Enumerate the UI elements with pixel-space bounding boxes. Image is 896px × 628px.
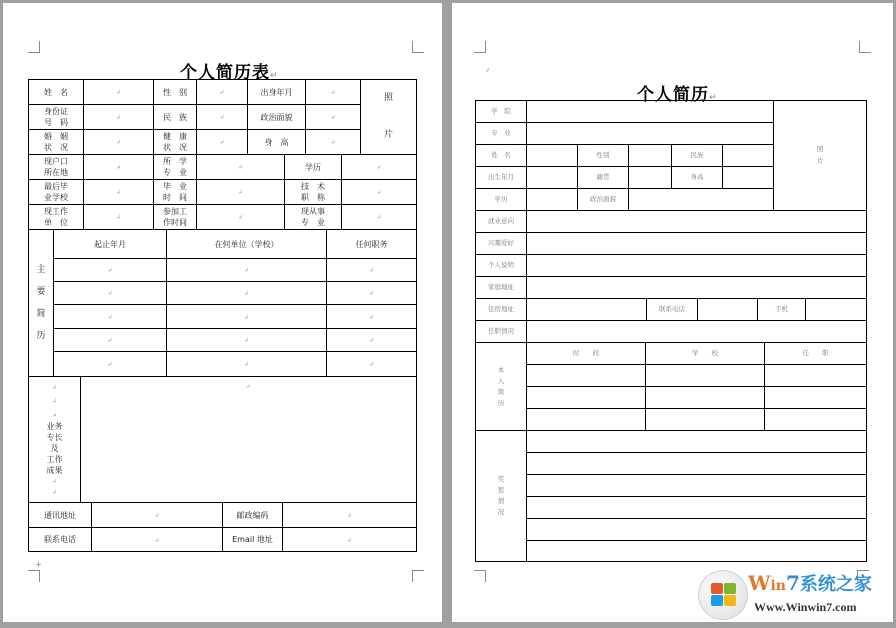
cell-mark: ↲ <box>219 139 225 146</box>
label-name: 姓 名 <box>476 145 527 167</box>
history-table <box>28 229 417 377</box>
label-line: 现户口 <box>44 157 68 166</box>
history-row <box>29 259 417 282</box>
crop-mark-top-right <box>412 41 424 53</box>
photo-cell[interactable] <box>774 101 867 211</box>
cell-mark: ↲ <box>219 114 225 121</box>
label-line: 健 康 <box>163 132 187 141</box>
field-height[interactable] <box>723 167 774 189</box>
label-education: 学历 <box>476 189 527 211</box>
field-email[interactable] <box>283 528 417 552</box>
label-line: 工作 <box>46 454 63 464</box>
cell-mark: ↲ <box>237 214 244 221</box>
cell-mark: ↲ <box>107 337 113 344</box>
field-positions[interactable] <box>527 321 867 343</box>
label-line: 现工作 <box>44 207 68 216</box>
field-health[interactable] <box>197 130 248 155</box>
side-char: 本 <box>497 365 505 374</box>
label-line: 作时间 <box>163 218 187 227</box>
history-period-cell[interactable] <box>54 259 167 282</box>
label-home-address: 家庭地址 <box>476 277 527 299</box>
awards-row-field[interactable] <box>527 541 867 562</box>
side-char: 简 <box>497 387 505 396</box>
awards-row-field[interactable] <box>527 453 867 475</box>
label-major <box>154 155 197 180</box>
label-current-field <box>285 205 342 230</box>
history-org-cell[interactable] <box>167 329 327 352</box>
brand-7: 7 <box>785 571 800 595</box>
field-birth[interactable] <box>527 167 578 189</box>
label-college: 学 院 <box>476 101 527 123</box>
field-home-address[interactable] <box>527 277 867 299</box>
history-header-role: 任何职务 <box>327 230 417 259</box>
side-char: 主 <box>36 264 46 275</box>
residence-table <box>475 298 867 343</box>
document-page-2 <box>452 3 893 622</box>
field-title[interactable] <box>342 180 417 205</box>
label-line: 状 况 <box>163 143 187 152</box>
field-birth[interactable] <box>306 80 361 105</box>
label-gender: 性别 <box>578 145 629 167</box>
field-grad-time[interactable] <box>197 180 285 205</box>
history-role-cell[interactable] <box>327 329 417 352</box>
cell-mark: ↲ <box>51 411 58 419</box>
field-political[interactable] <box>306 105 361 130</box>
cell-mark: ↲ <box>115 114 122 121</box>
awards-side-label <box>476 431 527 562</box>
label-line: 业学校 <box>44 193 68 202</box>
contact-table <box>28 502 417 552</box>
field-gender[interactable] <box>197 80 248 105</box>
side-char: 人 <box>497 376 505 385</box>
field-mail-address[interactable] <box>92 503 223 528</box>
label-degree: 学历 <box>285 155 342 180</box>
photo-label-bottom: 片 <box>816 157 824 165</box>
history-time-cell[interactable] <box>527 387 646 409</box>
label-line: 时 间 <box>163 193 187 202</box>
cell-mark: ↲ <box>115 164 122 171</box>
field-career[interactable] <box>527 211 867 233</box>
label-line: 毕 业 <box>163 182 187 191</box>
label-line: 单 位 <box>44 218 68 227</box>
field-marital[interactable] <box>84 130 154 155</box>
field-name[interactable] <box>84 80 154 105</box>
watermark-brand <box>748 570 872 596</box>
achievements-label <box>29 377 81 503</box>
field-major[interactable] <box>527 123 774 145</box>
label-line: 所 学 <box>163 157 187 166</box>
history-org-cell[interactable] <box>167 305 327 329</box>
photo-cell[interactable] <box>361 80 417 155</box>
history-period-cell[interactable] <box>54 329 167 352</box>
crop-mark-top-left <box>474 41 486 53</box>
cell-mark: ↲ <box>237 189 244 196</box>
history-role-cell[interactable] <box>765 365 867 387</box>
field-ethnicity[interactable] <box>197 105 248 130</box>
cell-mark: ↲ <box>243 337 250 344</box>
cell-mark: ↲ <box>107 313 113 321</box>
cell-mark: ↲ <box>243 290 250 297</box>
resume-table <box>475 100 867 299</box>
history-time-cell[interactable] <box>527 409 646 431</box>
history-header-period: 起止年月 <box>54 230 167 259</box>
label-work-start <box>154 205 197 230</box>
watermark-logo <box>698 568 890 624</box>
field-residence[interactable] <box>527 299 647 321</box>
history-row <box>29 282 417 305</box>
side-char: 况 <box>497 508 505 516</box>
label-marital <box>29 130 84 155</box>
field-gender[interactable] <box>629 145 672 167</box>
label-line: 专 业 <box>301 218 325 227</box>
label-line: 成果 <box>46 465 63 475</box>
side-char: 历 <box>36 330 46 341</box>
title-text: 个人简历表 <box>180 63 270 83</box>
achievements-field[interactable] <box>81 377 417 503</box>
history-row <box>476 387 867 409</box>
label-line: 婚 姻 <box>44 132 68 141</box>
cell-mark: ↲ <box>368 290 375 297</box>
field-name[interactable] <box>527 145 578 167</box>
cell-mark: ↲ <box>243 313 250 321</box>
field-current-field[interactable] <box>342 205 417 230</box>
field-work-start[interactable] <box>197 205 285 230</box>
end-mark: + <box>35 560 42 569</box>
label-gender: 性 别 <box>154 80 197 105</box>
awards-row-field[interactable] <box>527 519 867 541</box>
document-page-1 <box>3 3 442 622</box>
field-political[interactable] <box>629 189 774 211</box>
label-line: 最后毕 <box>44 182 68 191</box>
cell-mark: ↲ <box>485 67 491 74</box>
history-school-cell[interactable] <box>646 409 765 431</box>
label-mail-address: 通讯地址 <box>29 503 92 528</box>
label-ethnicity: 民 族 <box>154 105 197 130</box>
field-id-number[interactable] <box>84 105 154 130</box>
label-line: 身份证 <box>44 107 68 116</box>
history-row <box>29 352 417 377</box>
cell-mark: ↲ <box>107 290 113 297</box>
awards-row-field[interactable] <box>527 475 867 497</box>
side-char: 奖 <box>497 475 505 483</box>
field-degree[interactable] <box>342 155 417 180</box>
cell-mark: ↲ <box>115 139 122 146</box>
paragraph-mark: ↵ <box>709 93 718 103</box>
cell-mark: ↲ <box>115 89 122 96</box>
label-line: 业务 <box>46 421 63 431</box>
label-line: 现从事 <box>301 207 325 216</box>
history-period-cell[interactable] <box>54 352 167 377</box>
label-birth: 出身年月 <box>248 80 306 105</box>
field-school[interactable] <box>84 180 154 205</box>
basic-info-table <box>28 79 417 155</box>
history-org-cell[interactable] <box>167 352 327 377</box>
history-role-cell[interactable] <box>327 282 417 305</box>
label-phone: 联系电话 <box>29 528 92 552</box>
cell-mark: ↲ <box>154 512 160 519</box>
cell-mark: ↲ <box>368 267 375 274</box>
label-hobbies: 兴趣爱好 <box>476 233 527 255</box>
cell-mark: ↲ <box>368 337 375 344</box>
field-ethnicity[interactable] <box>723 145 774 167</box>
brand-in: in <box>770 578 786 594</box>
history-role-cell[interactable] <box>327 305 417 329</box>
side-char: 历 <box>497 398 505 407</box>
side-char: 简 <box>36 308 46 319</box>
label-line: 专 业 <box>163 168 187 177</box>
label-email: Email 地址 <box>223 528 283 552</box>
field-hometown[interactable] <box>629 167 672 189</box>
history-org-cell[interactable] <box>167 282 327 305</box>
label-line: 号 码 <box>44 118 68 127</box>
crop-mark-top-left <box>28 41 40 53</box>
label-health <box>154 130 197 155</box>
history-role-cell[interactable] <box>765 387 867 409</box>
photo-label-bottom: 片 <box>383 130 393 140</box>
history-row <box>476 409 867 431</box>
label-id-number <box>29 105 84 130</box>
history-row <box>29 305 417 329</box>
label-mobile: 手机 <box>758 299 806 321</box>
cell-mark: ↲ <box>330 114 336 121</box>
cell-mark: ↲ <box>245 383 252 390</box>
history-table <box>475 342 867 431</box>
label-line: 专长 <box>46 432 63 442</box>
history-school-cell[interactable] <box>646 387 765 409</box>
history-period-cell[interactable] <box>54 282 167 305</box>
cell-mark: ↲ <box>368 313 375 321</box>
history-header-org: 在何单位（学校） <box>167 230 327 259</box>
brand-w: W <box>748 571 771 595</box>
label-postcode: 邮政编码 <box>223 503 283 528</box>
cell-mark: ↲ <box>219 89 225 96</box>
side-char: 情 <box>497 497 505 505</box>
history-role-cell[interactable] <box>327 259 417 282</box>
cell-mark: ↲ <box>368 361 375 368</box>
history-header-school: 学 校 <box>646 343 765 365</box>
label-line: 职 称 <box>301 193 325 202</box>
cell-mark: ↲ <box>51 477 58 485</box>
label-hukou <box>29 155 84 180</box>
cell-mark: ↲ <box>330 139 336 146</box>
label-political: 政治面貌 <box>248 105 306 130</box>
cell-mark: ↲ <box>330 89 336 96</box>
label-contact-phone: 联系电话 <box>647 299 698 321</box>
label-school <box>29 180 84 205</box>
cell-mark: ↲ <box>107 267 113 274</box>
label-political: 政治面貌 <box>578 189 629 211</box>
cell-mark: ↲ <box>51 397 58 405</box>
history-row <box>476 365 867 387</box>
label-line: 状 况 <box>44 143 68 152</box>
field-hobbies[interactable] <box>527 233 867 255</box>
history-role-cell[interactable] <box>327 352 417 377</box>
windows-logo-icon <box>698 570 748 620</box>
label-hometown: 籍贯 <box>578 167 629 189</box>
crop-mark-bottom-left <box>474 570 486 582</box>
cell-mark: ↲ <box>376 164 382 171</box>
label-career: 就业意向 <box>476 211 527 233</box>
history-period-cell[interactable] <box>54 305 167 329</box>
label-line: 所在地 <box>44 168 68 177</box>
history-school-cell[interactable] <box>646 365 765 387</box>
field-major[interactable] <box>197 155 285 180</box>
crop-mark-bottom-left <box>28 570 40 582</box>
achievements-table <box>28 376 417 503</box>
cell-mark: ↲ <box>237 164 244 171</box>
cell-mark: ↲ <box>115 214 122 221</box>
history-header-role: 任 职 <box>765 343 867 365</box>
awards-row-field[interactable] <box>527 431 867 453</box>
paragraph-mark: ↵ <box>270 71 279 81</box>
history-org-cell[interactable] <box>167 259 327 282</box>
cell-mark: ↲ <box>51 383 58 391</box>
cell-mark: ↲ <box>346 512 353 519</box>
side-char: 惩 <box>497 486 505 494</box>
field-phone[interactable] <box>92 528 223 552</box>
awards-row-field[interactable] <box>527 497 867 519</box>
field-postcode[interactable] <box>283 503 417 528</box>
field-education[interactable] <box>527 189 578 211</box>
field-personal[interactable] <box>527 255 867 277</box>
education-info-table <box>28 154 417 230</box>
label-personal: 个人说明 <box>476 255 527 277</box>
windows-flag-icon <box>711 583 737 607</box>
history-header-time: 时 间 <box>527 343 646 365</box>
history-time-cell[interactable] <box>527 365 646 387</box>
title-text: 个人简历 <box>637 85 709 105</box>
cell-mark: ↲ <box>243 267 250 274</box>
label-residence: 住宿地址 <box>476 299 527 321</box>
label-positions: 任职情况 <box>476 321 527 343</box>
crop-mark-top-right <box>859 41 871 53</box>
cell-mark: ↲ <box>376 214 382 221</box>
history-side-label <box>29 230 54 377</box>
cell-mark: ↲ <box>346 536 353 544</box>
field-college[interactable] <box>527 101 774 123</box>
cell-mark: ↲ <box>154 536 160 544</box>
watermark-url: Www.Winwin7.com <box>754 600 857 614</box>
cell-mark: ↲ <box>107 361 113 368</box>
label-name: 姓 名 <box>29 80 84 105</box>
label-employer <box>29 205 84 230</box>
label-birth: 出生年月 <box>476 167 527 189</box>
history-row <box>29 329 417 352</box>
label-major: 专 业 <box>476 123 527 145</box>
cell-mark: ↲ <box>376 189 382 196</box>
awards-table <box>475 430 867 562</box>
field-mobile[interactable] <box>806 299 867 321</box>
field-contact-phone[interactable] <box>698 299 758 321</box>
history-role-cell[interactable] <box>765 409 867 431</box>
side-char: 要 <box>36 286 46 297</box>
label-ethnicity: 民族 <box>672 145 723 167</box>
cell-mark: ↲ <box>115 189 122 196</box>
photo-label-top: 照 <box>816 145 824 153</box>
field-hukou[interactable] <box>84 155 154 180</box>
label-grad-time <box>154 180 197 205</box>
label-height: 身高 <box>672 167 723 189</box>
photo-label-top: 照 <box>383 93 393 103</box>
label-title <box>285 180 342 205</box>
brand-cn: 系统之家 <box>799 574 872 595</box>
field-height[interactable] <box>306 130 361 155</box>
label-line: 及 <box>50 443 59 453</box>
cell-mark: ↲ <box>243 361 250 368</box>
label-line: 参加工 <box>163 207 187 216</box>
cell-mark: ↲ <box>51 488 58 496</box>
label-height: 身 高 <box>248 130 306 155</box>
field-employer[interactable] <box>84 205 154 230</box>
label-line: 技 术 <box>301 182 325 191</box>
history-side-label <box>476 343 527 431</box>
crop-mark-bottom-right <box>412 570 424 582</box>
